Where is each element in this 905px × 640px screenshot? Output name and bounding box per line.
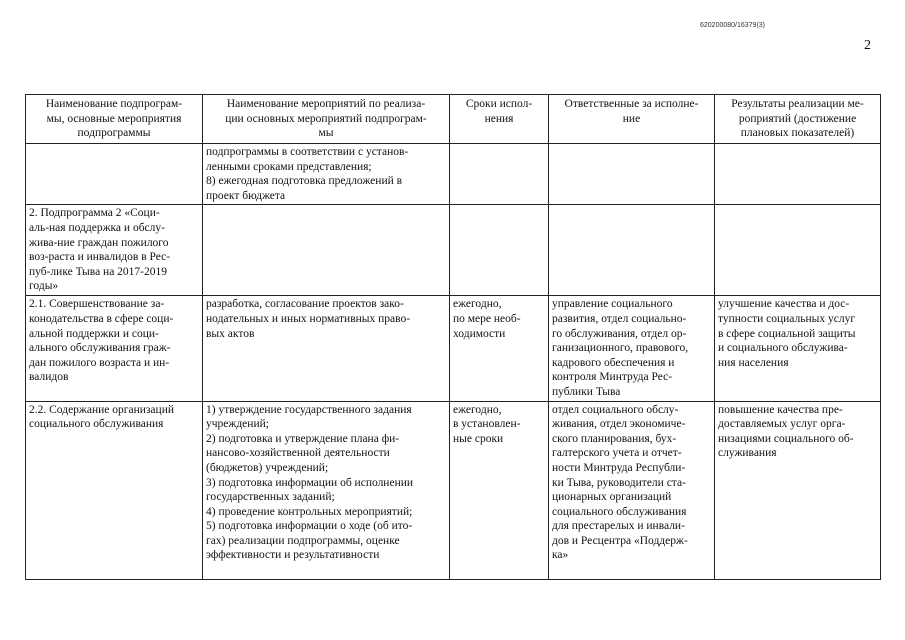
program-table <box>25 94 881 580</box>
table-cell: повышение качества пре- доставляемых услуг орга- низациями социального об- служивания <box>715 401 881 579</box>
header-activities: Наименование мероприятий по реализа- ции основных мероприятий подпрограм- мы <box>203 95 450 144</box>
page-number: 2 <box>864 38 871 53</box>
table-cell: ежегодно, по мере необ- ходимости <box>450 296 549 401</box>
table-row <box>26 205 881 296</box>
table-cell <box>549 205 715 296</box>
table-cell: 1) утверждение государственного задания учреждений; 2) подготовка и утверждение плана фи- нансово-хозяйственной деятельности (бюджетов) учреждений; 3) подготовка информации об исполнении государственных заданий; 4) проведение контрольных мероприятий; 5) подготовка информации о ходе (об ито- гах) реализации подпрограммы, оценке эффективности и результативности <box>203 401 450 579</box>
table-cell <box>549 144 715 205</box>
header-results: Результаты реализации ме- роприятий (достижение плановых показателей) <box>715 95 881 144</box>
table-cell <box>450 144 549 205</box>
table-cell <box>203 205 450 296</box>
table-cell: отдел социального обслу- живания, отдел экономиче- ского планирования, бух- галтерского учета и отчет- ности Минтруда Республи- ки Тыва, руководители ста- ционарных организаций социального обслуживания для престарелых и инвали- дов и Ресцентра «Поддерж- ка» <box>549 401 715 579</box>
table-cell: управление социального развития, отдел социально- го обслуживания, отдел ор- ганизационного, правового, кадрового обеспечения и контроля Минтруда Рес- публики Тыва <box>549 296 715 401</box>
table-cell: 2.2. Содержание организаций социального обслуживания <box>26 401 203 579</box>
table-cell: подпрограммы в соответствии с установ- ленными сроками представления; 8) ежегодная подготовка предложений в проект бюджета <box>203 144 450 205</box>
header-subprogram: Наименование подпрограм- мы, основные мероприятия подпрограммы <box>26 95 203 144</box>
table-cell <box>26 144 203 205</box>
table-header-row <box>26 95 881 144</box>
table-row <box>26 401 881 579</box>
header-responsible: Ответственные за исполне- ние <box>549 95 715 144</box>
table-cell: 2. Подпрограмма 2 «Соци- аль-ная поддержка и обслу- жива-ние граждан пожилого воз-раста и инвалидов в Рес- пуб-лике Тыва на 2017-2019 годы» <box>26 205 203 296</box>
table-cell <box>715 144 881 205</box>
table-cell <box>450 205 549 296</box>
table-row <box>26 144 881 205</box>
table-cell: разработка, согласование проектов зако- нодательных и иных нормативных право- вых актов <box>203 296 450 401</box>
table-row <box>26 296 881 401</box>
table-cell: улучшение качества и дос- тупности социальных услуг в сфере социальной защиты и социального обслужива- ния населения <box>715 296 881 401</box>
document-code: 620200080/16379(3) <box>700 22 766 29</box>
table-cell: 2.1. Совершенствование за- конодательства в сфере соци- альной поддержки и соци- ального обслуживания граж- дан пожилого возраста и ин- валидов <box>26 296 203 401</box>
table-cell <box>715 205 881 296</box>
header-deadlines: Сроки испол- нения <box>450 95 549 144</box>
table-cell: ежегодно, в установлен- ные сроки <box>450 401 549 579</box>
